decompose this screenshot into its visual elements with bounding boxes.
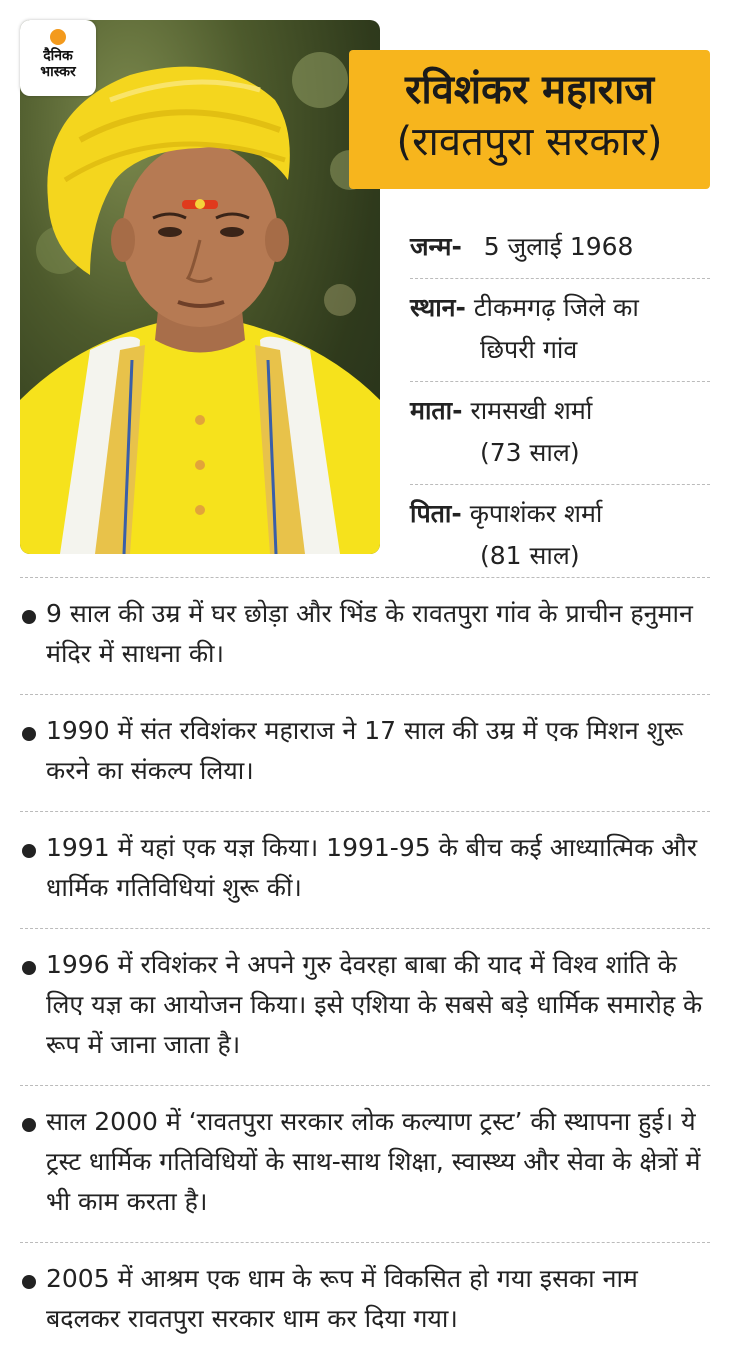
logo-line-2: भास्कर — [40, 64, 76, 80]
bullet-icon — [22, 1275, 36, 1289]
logo-line-1: दैनिक — [43, 48, 73, 64]
bullet-icon — [22, 961, 36, 975]
fact-sub: (73 साल) — [480, 438, 580, 467]
timeline-list — [20, 578, 710, 1359]
fact-label: जन्म- — [410, 232, 462, 261]
list-item-text: 9 साल की उम्र में घर छोड़ा और भिंड के रावतपुरा गांव के प्राचीन हनुमान मंदिर में साधना की। — [46, 599, 693, 668]
list-item — [20, 1243, 710, 1359]
title-box — [349, 50, 710, 189]
fact-sub: (81 साल) — [480, 541, 580, 570]
facts-list — [410, 218, 710, 587]
bullet-icon — [22, 610, 36, 624]
dainik-bhaskar-logo — [20, 20, 96, 96]
fact-label: स्थान- — [410, 293, 466, 322]
fact-value: 5 जुलाई 1968 — [483, 232, 634, 261]
list-item-text: 2005 में आश्रम एक धाम के रूप में विकसित हो गया इसका नाम बदलकर रावतपुरा सरकार धाम कर दिया गया। — [46, 1264, 638, 1333]
list-item-text: 1996 में रविशंकर ने अपने गुरु देवरहा बाबा की याद में विश्व शांति के लिए यज्ञ का आयोजन किया। इसे एशिया के सबसे बड़े धार्मिक समारोह के रूप में जाना जाता है। — [46, 950, 703, 1059]
person-alias: (रावतपुरा सरकार) — [396, 119, 663, 165]
bullet-icon — [22, 727, 36, 741]
fact-father — [410, 485, 710, 587]
list-item-text: 1991 में यहां एक यज्ञ किया। 1991-95 के बीच कई आध्यात्मिक और धार्मिक गतिविधियां शुरू कीं। — [46, 833, 698, 902]
list-item — [20, 812, 710, 929]
list-item-text: साल 2000 में ‘रावतपुरा सरकार लोक कल्याण ट्रस्ट’ की स्थापना हुई। ये ट्रस्ट धार्मिक गतिविधियों के साथ-साथ शिक्षा, स्वास्थ्य और सेवा के क्षेत्रों में भी काम करता है। — [46, 1107, 701, 1216]
fact-birth — [410, 218, 710, 279]
list-item — [20, 578, 710, 695]
portrait-illustration — [20, 20, 380, 554]
fact-label: माता- — [410, 396, 463, 425]
fact-sub: छिपरी गांव — [480, 335, 578, 364]
list-item-text: 1990 में संत रविशंकर महाराज ने 17 साल की उम्र में एक मिशन शुरू करने का संकल्प लिया। — [46, 716, 684, 785]
list-item — [20, 1086, 710, 1243]
list-item — [20, 929, 710, 1086]
fact-mother — [410, 382, 710, 485]
fact-value: कृपाशंकर शर्मा — [469, 499, 603, 528]
bullet-icon — [22, 1118, 36, 1132]
person-name: रविशंकर महाराज — [404, 67, 655, 113]
fact-value: रामसखी शर्मा — [470, 396, 593, 425]
portrait-photo — [20, 20, 380, 554]
bullet-icon — [22, 844, 36, 858]
list-item — [20, 695, 710, 812]
fact-label: पिता- — [410, 499, 462, 528]
sun-icon — [50, 29, 66, 45]
fact-place — [410, 279, 710, 382]
fact-value: टीकमगढ़ जिले का — [473, 293, 639, 322]
